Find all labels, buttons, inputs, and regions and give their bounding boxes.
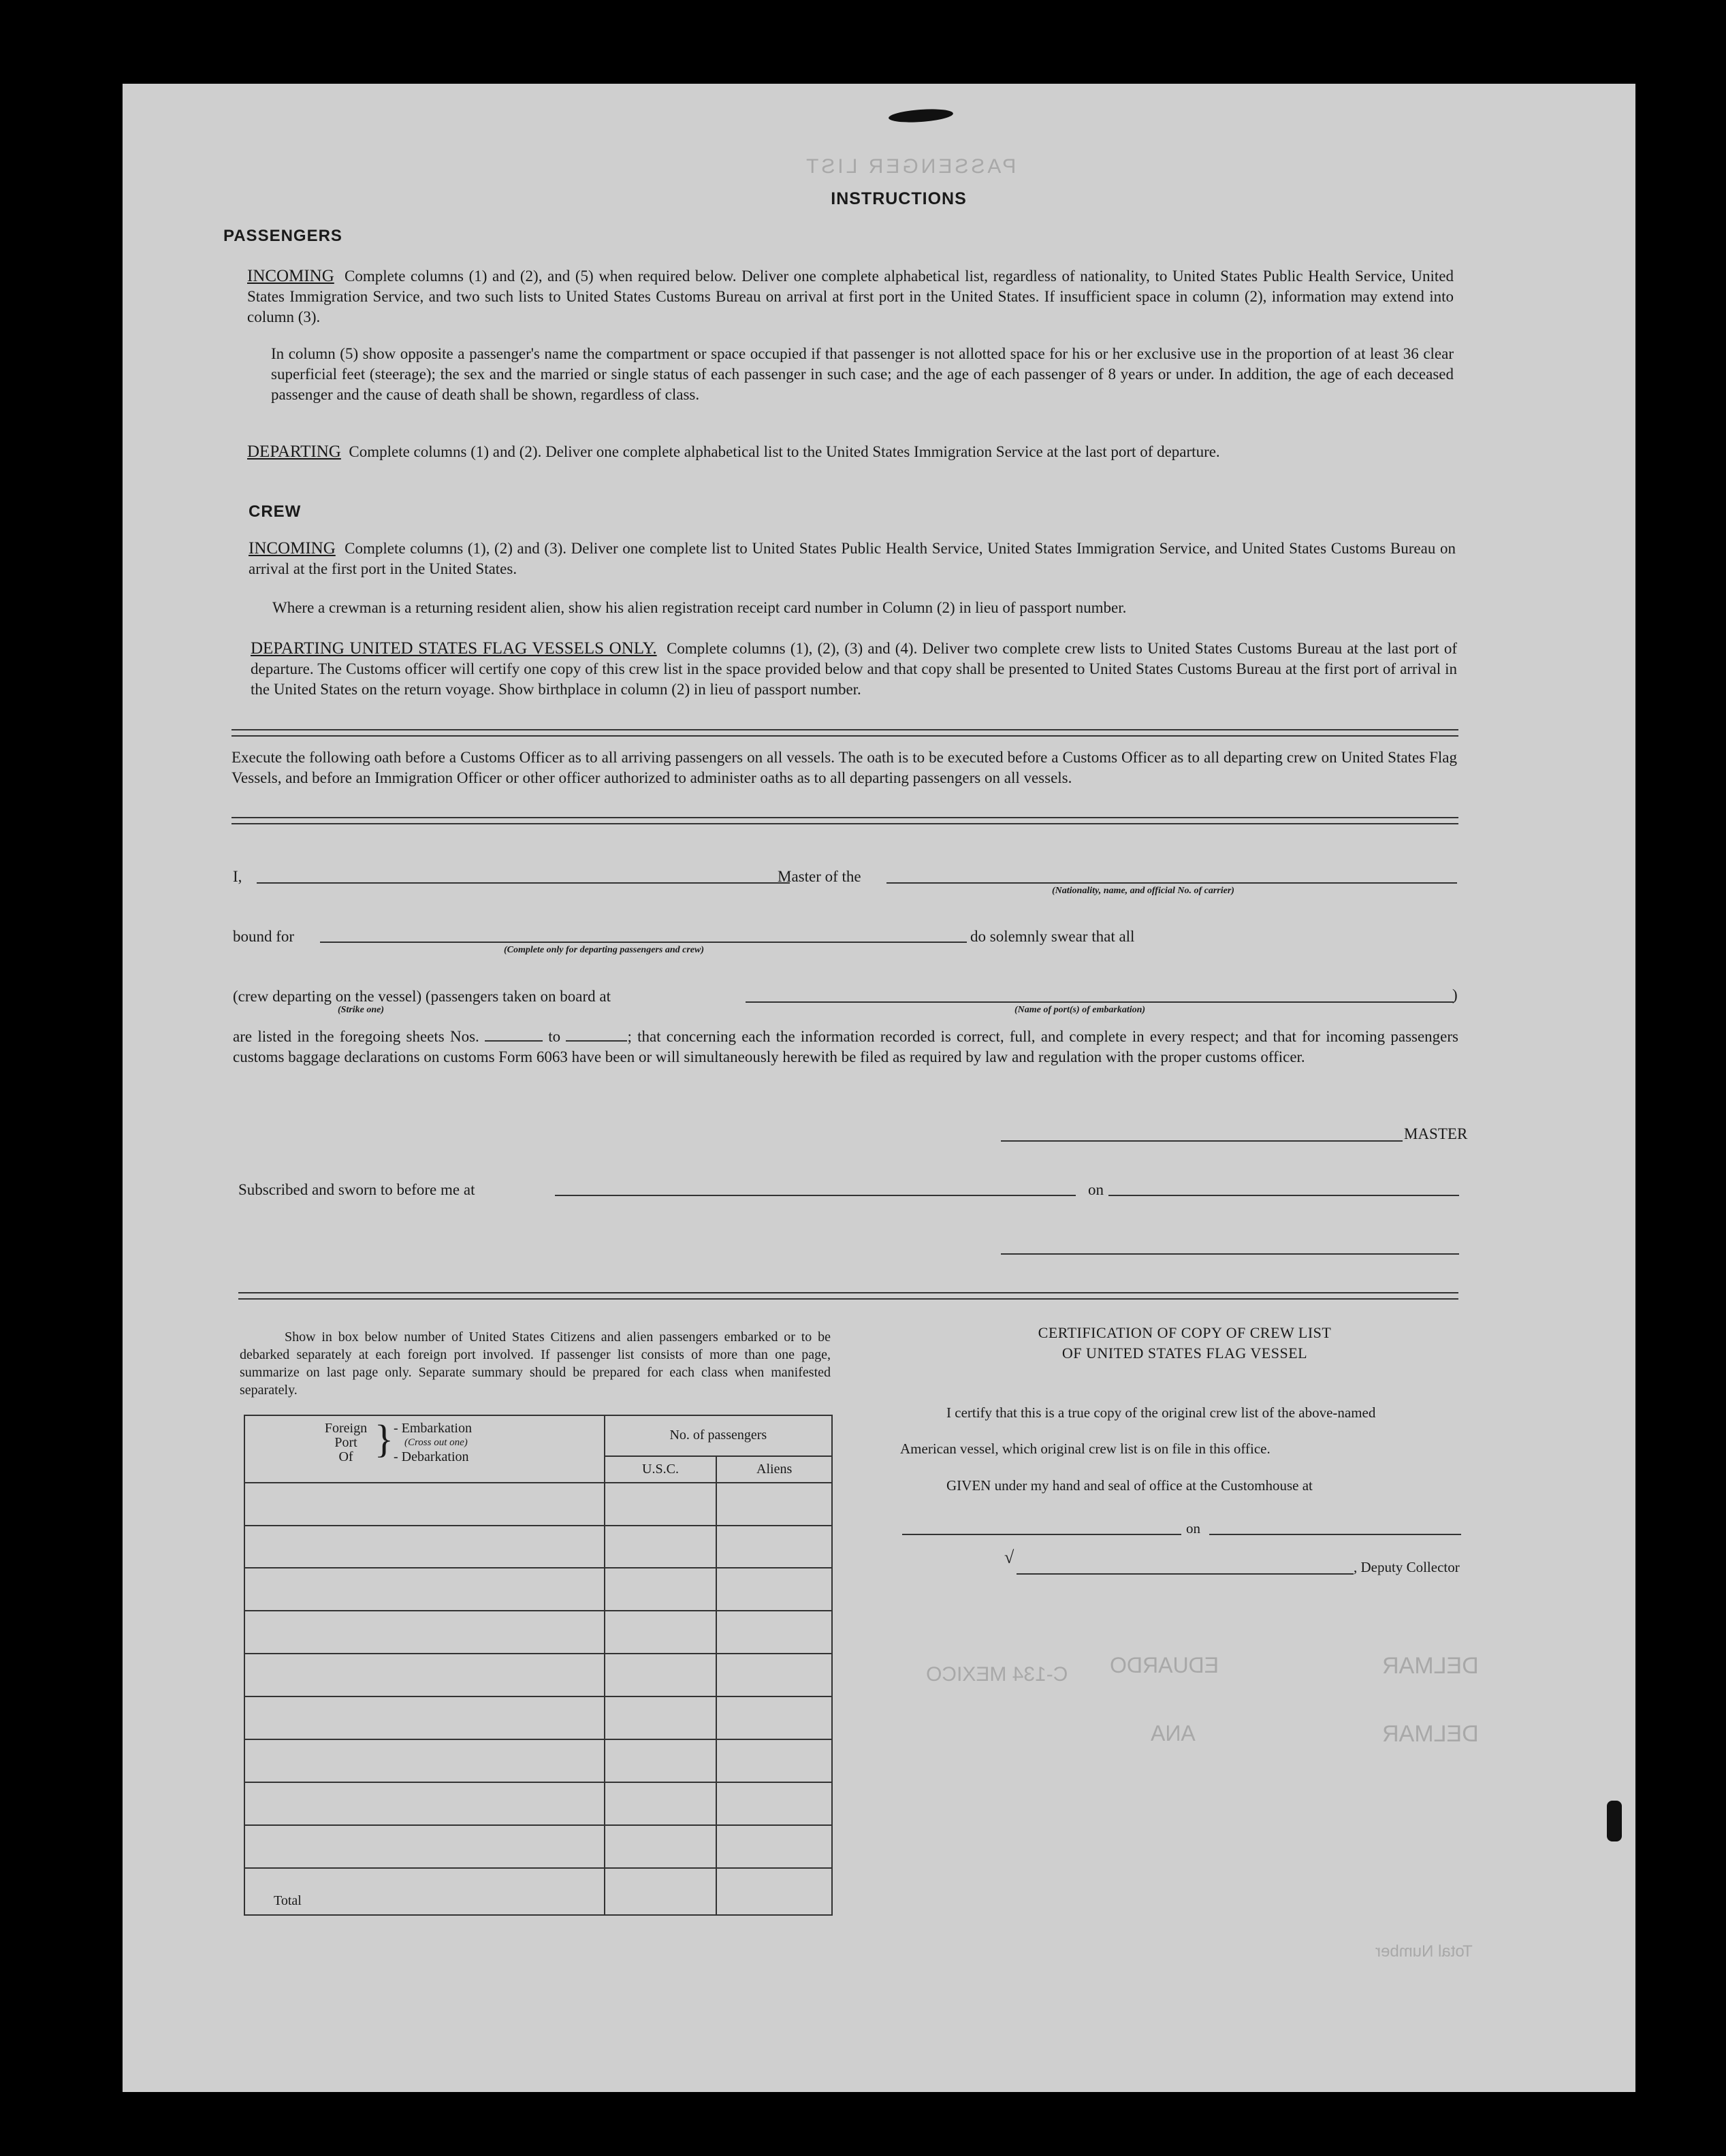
- bleed-through-header: PASSENGER LIST: [803, 155, 1017, 178]
- certification-title: [974, 1323, 1396, 1364]
- certification-title-line2: OF UNITED STATES FLAG VESSEL: [1061, 1345, 1308, 1362]
- master-of-the-label: Master of the: [778, 868, 861, 885]
- passengers-column5-section: [271, 344, 1454, 405]
- oath-intro-text: Execute the following oath before a Customs Officer as to all arriving passengers on all vessels. The oath is to be executed before a Customs Officer as to all departing crew on United States Flag Vessels, and before an Immigration Officer or other officer authorized to administer oaths as to all departing passengers on all vessels.: [231, 749, 1457, 786]
- crew-departing-text: Complete columns (1), (2), (3) and (4). Deliver two complete crew lists to United States Customs Bureau at the last port of departure. The Customs officer will certify one copy of this crew list in the space provided below and that copy shall be presented to United States Customs Bureau at the first port of arrival in the United States on the return voyage. Show birthplace in column (2) in lieu of passport number.: [251, 640, 1458, 698]
- passenger-summary-table: [244, 1415, 833, 1916]
- listed-prefix: are listed in the foregoing sheets Nos.: [233, 1028, 479, 1045]
- section-divider: [231, 729, 1458, 737]
- aliens-cell[interactable]: [716, 1526, 832, 1568]
- master-label: MASTER: [1404, 1125, 1468, 1142]
- of-label: Of: [338, 1449, 353, 1464]
- crew-departing-label: (crew departing on the vessel) (passengers taken on board at: [233, 988, 611, 1005]
- crew-incoming-label: INCOMING: [249, 539, 336, 558]
- solemnly-swear-label: do solemnly swear that all: [970, 928, 1135, 945]
- crew-resident-text: Where a crewman is a returning resident alien, show his alien registration receipt card number in Column (2) in lieu of passport number.: [272, 599, 1127, 616]
- port-cell[interactable]: [244, 1782, 605, 1825]
- bleed-through-total: Total Number: [1375, 1942, 1473, 1961]
- port-label: Port: [334, 1435, 357, 1450]
- complete-only-caption: (Complete only for departing passengers and crew): [504, 945, 704, 955]
- usc-cell[interactable]: [605, 1483, 717, 1526]
- usc-cell[interactable]: [605, 1526, 717, 1568]
- crew-incoming-section: [249, 538, 1456, 579]
- strike-one-caption: (Strike one): [338, 1005, 385, 1015]
- usc-cell[interactable]: [605, 1739, 717, 1782]
- usc-cell[interactable]: [605, 1568, 717, 1611]
- ink-blot: [1607, 1801, 1622, 1841]
- summary-instructions-section: [240, 1328, 831, 1399]
- master-signature-field[interactable]: [1001, 1140, 1403, 1142]
- departing-label: DEPARTING: [247, 443, 341, 461]
- usc-cell[interactable]: [605, 1696, 717, 1739]
- incoming-label: INCOMING: [247, 267, 334, 285]
- given-under-hand: GIVEN under my hand and seal of office at the Customhouse at: [946, 1477, 1313, 1494]
- document-page: [123, 84, 1635, 2092]
- usc-cell[interactable]: [605, 1654, 717, 1696]
- bleed-through-name: DELMAR: [1382, 1721, 1479, 1747]
- aliens-cell[interactable]: [716, 1483, 832, 1526]
- bleed-through-code: C-134 MEXICO: [926, 1663, 1068, 1686]
- embarkation-label: - Embarkation: [394, 1421, 472, 1436]
- sheet-from-field[interactable]: [485, 1027, 543, 1042]
- bound-for-label: bound for: [233, 928, 295, 945]
- certification-on-label: on: [1186, 1520, 1200, 1536]
- bleed-through-given-name: EDUARDO: [1110, 1653, 1219, 1677]
- usc-cell[interactable]: [605, 1782, 717, 1825]
- deputy-collector-label: , Deputy Collector: [1354, 1559, 1460, 1575]
- passengers-departing-section: [247, 442, 1456, 462]
- aliens-cell[interactable]: [716, 1568, 832, 1611]
- to-word: to: [548, 1028, 561, 1045]
- deputy-collector-signature-field[interactable]: [1017, 1573, 1354, 1575]
- certify-line2: American vessel, which original crew list is on file in this office.: [900, 1441, 1270, 1457]
- ports-caption: (Name of port(s) of embarkation): [1014, 1005, 1146, 1015]
- section-divider: [231, 817, 1458, 824]
- port-cell[interactable]: [244, 1696, 605, 1739]
- aliens-total-cell[interactable]: [716, 1868, 832, 1915]
- aliens-cell[interactable]: [716, 1782, 832, 1825]
- summary-instructions-text: Show in box below number of United States Citizens and alien passengers embarked or to be debarked separately at each foreign port involved. If passenger list consists of more than one page, summarize on last page only. Separate summary should be prepared for each class when manifested separately.: [240, 1330, 831, 1398]
- aliens-cell[interactable]: [716, 1654, 832, 1696]
- port-cell[interactable]: [244, 1526, 605, 1568]
- subscribed-label: Subscribed and sworn to before me at: [238, 1181, 475, 1198]
- aliens-header: Aliens: [716, 1456, 832, 1483]
- master-name-field[interactable]: [257, 882, 790, 884]
- crew-resident-section: [272, 598, 1456, 618]
- crew-departing-section: [251, 639, 1457, 700]
- port-cell[interactable]: [244, 1483, 605, 1526]
- sheet-to-field[interactable]: [566, 1027, 627, 1042]
- certification-title-line1: CERTIFICATION OF COPY OF CREW LIST: [1038, 1324, 1332, 1341]
- crew-heading: CREW: [249, 502, 302, 521]
- certification-date-field[interactable]: [1209, 1534, 1461, 1535]
- departing-text: Complete columns (1) and (2). Deliver one complete alphabetical list to the United States Immigration Service at the last port of departure.: [349, 443, 1220, 460]
- ports-of-embarkation-field[interactable]: [746, 1001, 1454, 1003]
- aliens-cell[interactable]: [716, 1611, 832, 1654]
- passengers-heading: PASSENGERS: [223, 227, 342, 245]
- carrier-field[interactable]: [886, 882, 1457, 884]
- usc-header: U.S.C.: [605, 1456, 717, 1483]
- total-label: Total: [244, 1868, 605, 1915]
- bleed-through-given-name: ANA: [1151, 1721, 1196, 1745]
- no-passengers-header: No. of passengers: [605, 1415, 832, 1456]
- brace-icon: }: [374, 1417, 394, 1461]
- listed-suffix: ; that concerning each the information recorded is correct, full, and complete in every respect; and that for incoming passengers customs baggage declarations on customs Form 6063 have been or will simultaneously herewith be filed as required by law and regulation with the proper customs officer.: [233, 1028, 1459, 1065]
- crew-incoming-text: Complete columns (1), (2) and (3). Deliver one complete list to United States Public Health Service, United States Immigration Service, and United States Customs Bureau on arrival at the first port in the United States.: [249, 540, 1456, 577]
- foreign-label: Foreign: [324, 1421, 368, 1436]
- aliens-cell[interactable]: [716, 1825, 832, 1868]
- sworn-on-label: on: [1088, 1181, 1104, 1198]
- destination-field[interactable]: [320, 942, 967, 943]
- usc-cell[interactable]: [605, 1825, 717, 1868]
- usc-total-cell[interactable]: [605, 1868, 717, 1915]
- foreign-port-header: [244, 1415, 605, 1483]
- port-cell[interactable]: [244, 1739, 605, 1782]
- incoming-text: Complete columns (1) and (2), and (5) when required below. Deliver one complete alphabetical list, regardless of nationality, to United States Public Health Service, United States Immigration Service, and two such lists to United States Customs Bureau on arrival at first port in the United States. If insufficient space in column (2), information may extend into column (3).: [247, 268, 1454, 325]
- oath-i-label: I,: [233, 868, 242, 885]
- certify-line1: I certify that this is a true copy of the original crew list of the above-named: [946, 1404, 1376, 1421]
- officer-signature-field[interactable]: [1001, 1253, 1459, 1255]
- ink-blot: [888, 108, 953, 125]
- close-paren: ): [1452, 986, 1458, 1003]
- sworn-location-field[interactable]: [555, 1195, 1076, 1196]
- customhouse-location-field[interactable]: [902, 1534, 1181, 1535]
- aliens-cell[interactable]: [716, 1696, 832, 1739]
- section-divider: [238, 1292, 1458, 1300]
- usc-cell[interactable]: [605, 1611, 717, 1654]
- port-cell[interactable]: [244, 1611, 605, 1654]
- nationality-caption: (Nationality, name, and official No. of carrier): [1052, 886, 1234, 896]
- bleed-through-name: DELMAR: [1382, 1653, 1479, 1679]
- page-title: INSTRUCTIONS: [831, 189, 967, 208]
- check-mark: √: [1004, 1547, 1014, 1567]
- passengers-incoming-section: [247, 266, 1454, 327]
- port-cell[interactable]: [244, 1568, 605, 1611]
- sworn-date-field[interactable]: [1108, 1195, 1459, 1196]
- crew-departing-label: DEPARTING UNITED STATES FLAG VESSELS ONLY.: [251, 639, 657, 658]
- oath-intro-section: [231, 747, 1457, 788]
- column5-text: In column (5) show opposite a passenger's name the compartment or space occupied if that passenger is not allotted space for his or her exclusive use in the proportion of at least 36 clear superficial feet (steerage); the sex and the married or single status of each passenger in such case; and the age of each passenger of 8 years or under. In addition, the age of each deceased passenger and the cause of death shall be shown, regardless of class.: [271, 345, 1454, 403]
- port-cell[interactable]: [244, 1825, 605, 1868]
- port-cell[interactable]: [244, 1654, 605, 1696]
- debarkation-label: - Debarkation: [394, 1449, 469, 1464]
- cross-out-caption: (Cross out one): [404, 1437, 468, 1448]
- aliens-cell[interactable]: [716, 1739, 832, 1782]
- sheets-declaration: [233, 1027, 1458, 1067]
